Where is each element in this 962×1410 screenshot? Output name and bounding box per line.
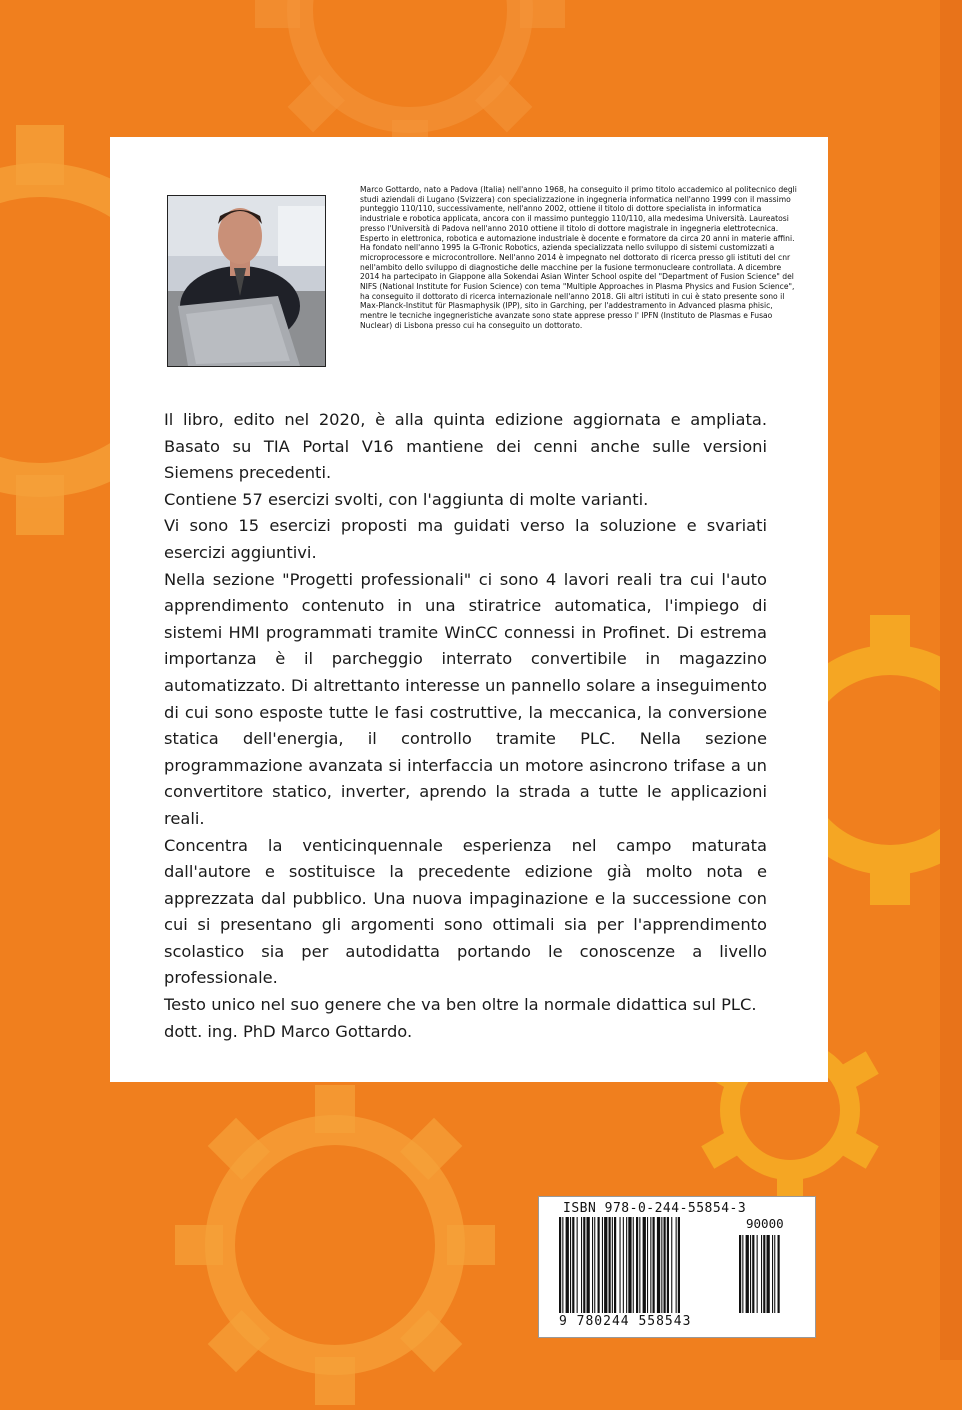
barcode-bar xyxy=(664,1217,666,1313)
barcode-bar xyxy=(750,1235,751,1313)
barcode-bar xyxy=(739,1235,741,1313)
barcode-bar xyxy=(614,1217,616,1313)
barcode-bar xyxy=(746,1235,749,1313)
barcode-bar xyxy=(598,1217,600,1313)
gear-decoration-bottom-icon xyxy=(170,1080,500,1410)
barcode-bar xyxy=(774,1235,775,1313)
barcode-bar xyxy=(639,1217,640,1313)
barcode-bar xyxy=(661,1217,662,1313)
barcode-bar xyxy=(581,1217,582,1313)
barcode-bar xyxy=(570,1217,571,1313)
bio-paragraph: Marco Gottardo, nato a Padova (Italia) nell'anno 1968, ha conseguito il primo titolo accademico al politecnico degli studi aziendali di Lugano (Svizzera) con specializzazione in ingegneria informatica nell'anno 1999 con il massimo punteggio 110/110, successivamente, nell'anno 2002, ottiene il titolo di dottore specialista in informatica industriale e robotica applicata, ancora con il massimo punteggio 110/110, alla medesima Università. Laureatosi presso l'Università di Padova nell'anno 2010 ottiene il titolo di dottore magistrale in ingegneria elettrotecnica. xyxy=(360,185,797,233)
barcode-bar xyxy=(757,1235,758,1313)
barcode-bar xyxy=(577,1217,578,1313)
barcode-bar xyxy=(676,1217,677,1313)
barcode-bar xyxy=(678,1217,680,1313)
description-paragraph: Testo unico nel suo genere che va ben oltre la normale didattica sul PLC. xyxy=(164,995,757,1015)
barcode-bar xyxy=(604,1217,607,1313)
barcode-bar xyxy=(592,1217,593,1313)
barcode-bar xyxy=(643,1217,646,1313)
barcode-bar xyxy=(612,1217,613,1313)
description-paragraph: Contiene 57 esercizi svolti, con l'aggiunta di molte varianti. xyxy=(164,489,649,509)
ean-digits: 9 780244 558543 xyxy=(559,1314,692,1329)
barcode-bar xyxy=(587,1217,590,1313)
author-photo xyxy=(167,195,326,367)
book-spine-edge xyxy=(940,0,962,1360)
barcode-bar xyxy=(572,1217,574,1313)
barcode-bar xyxy=(772,1235,773,1313)
barcode-bar xyxy=(562,1217,563,1313)
barcode-bar xyxy=(594,1217,595,1313)
barcode-bar xyxy=(650,1217,651,1313)
barcode-bar xyxy=(633,1217,634,1313)
description-paragraph: Concentra la venticinquennale esperienza nel campo maturata dall'autore e sostituisce la precedente edizione già molto nota e apprezzata dal pubblico. Una nuova impaginazione e la successione con cui si presentano gli argomenti sono ottimali sia per l'apprendimento scolastico sia per autodidatta portando le conoscenze a livello professionale. xyxy=(164,835,767,988)
barcode-bar xyxy=(657,1217,660,1313)
barcode-bar xyxy=(559,1217,561,1313)
description-paragraph: Il libro, edito nel 2020, è alla quinta edizione aggiornata e ampliata. Basato su TIA Portal V16 mantiene dei cenni anche sulle versioni Siemens precedenti. xyxy=(164,410,767,483)
barcode-bar xyxy=(778,1235,780,1313)
description-paragraph: Nella sezione "Progetti professionali" ci sono 4 lavori reali tra cui l'auto apprendimento contenuto in una stiratrice automatica, l'impiego di sistemi HMI programmati tramite WinCC connessi in Profinet. Di estrema importanza è il parcheggio interrato convertibile in magazzino automatizzato. Di altrettanto interesse un pannello solare a inseguimento di cui sono esposte tutte le fasi costruttive, la meccanica, la conversione statica dell'energia, il controllo tramite PLC. Nella sezione programmazione avanzata si interfaccia un motore asincrono trifase a un convertitore statico, inverter, aprendo la strada a tutte le applicazioni reali. xyxy=(164,569,767,828)
barcode-bar xyxy=(763,1235,765,1313)
author-portrait-icon xyxy=(168,196,325,366)
barcode-bar xyxy=(761,1235,762,1313)
author-signature: dott. ing. PhD Marco Gottardo. xyxy=(164,1021,413,1041)
author-bio xyxy=(360,185,800,331)
barcode-bar xyxy=(653,1217,655,1313)
bio-paragraph: Esperto in elettronica, robotica e automazione industriale è docente e formatore da circa 20 anni in materie affini. xyxy=(360,233,795,243)
barcode-bar xyxy=(623,1217,624,1313)
barcode-bar xyxy=(742,1235,743,1313)
barcode-bar xyxy=(609,1217,611,1313)
barcode-bar xyxy=(636,1217,638,1313)
isbn-label: ISBN 978-0-244-55854-3 xyxy=(563,1201,747,1216)
barcode-bar xyxy=(602,1217,603,1313)
barcode-icon xyxy=(551,1217,801,1325)
barcode-bar xyxy=(647,1217,648,1313)
barcode-bar xyxy=(566,1217,569,1313)
barcode-bar xyxy=(671,1217,672,1313)
barcode-bar xyxy=(628,1217,631,1313)
barcode-bar xyxy=(583,1217,585,1313)
price-code: 90000 xyxy=(746,1216,784,1231)
barcode-bar xyxy=(667,1217,669,1313)
bio-paragraph: Ha fondato nell'anno 1995 la G-Tronic Robotics, azienda specializzata nello sviluppo di sistemi customizzati a microprocessore e microcontrollore. Nell'anno 2014 è impegnato nel dottorato di ricerca presso gli istituti del cnr nell'ambito dello sviluppo di diagnostiche delle macchine per la fusione termonucleare controllata. A dicembre 2014 ha partecipato in Giappone alla Sokendai Asian Winter School ospite del "Department of Fusion Science" del NIFS (National Institute for Fusion Science) con tema "Multiple Approaches in Plasma Physics and Fusion Science", ha conseguito il dottorato di ricerca internazionale nell'anno 2018. Gli altri istituti in cui è stato presente sono il Max-Planck-Institut für Plasmaphysik (IPP), sito in Garching, per l'addestramento in Advanced plasma phisic, mentre le tecniche ingegneristiche avanzate sono state apprese presso l' IPFN (Instituto de Plasmas e Fusao Nuclear) di Lisbona presso cui ha conseguito un dottorato. xyxy=(360,243,795,330)
book-description xyxy=(164,407,767,1045)
isbn-barcode-box xyxy=(538,1196,816,1338)
barcode-bar xyxy=(767,1235,770,1313)
barcode-bar xyxy=(620,1217,621,1313)
barcode-bar xyxy=(752,1235,754,1313)
description-paragraph: Vi sono 15 esercizi proposti ma guidati verso la soluzione e svariati esercizi aggiuntivi. xyxy=(164,516,767,562)
barcode-bar xyxy=(626,1217,627,1313)
back-cover-panel xyxy=(110,137,828,1082)
